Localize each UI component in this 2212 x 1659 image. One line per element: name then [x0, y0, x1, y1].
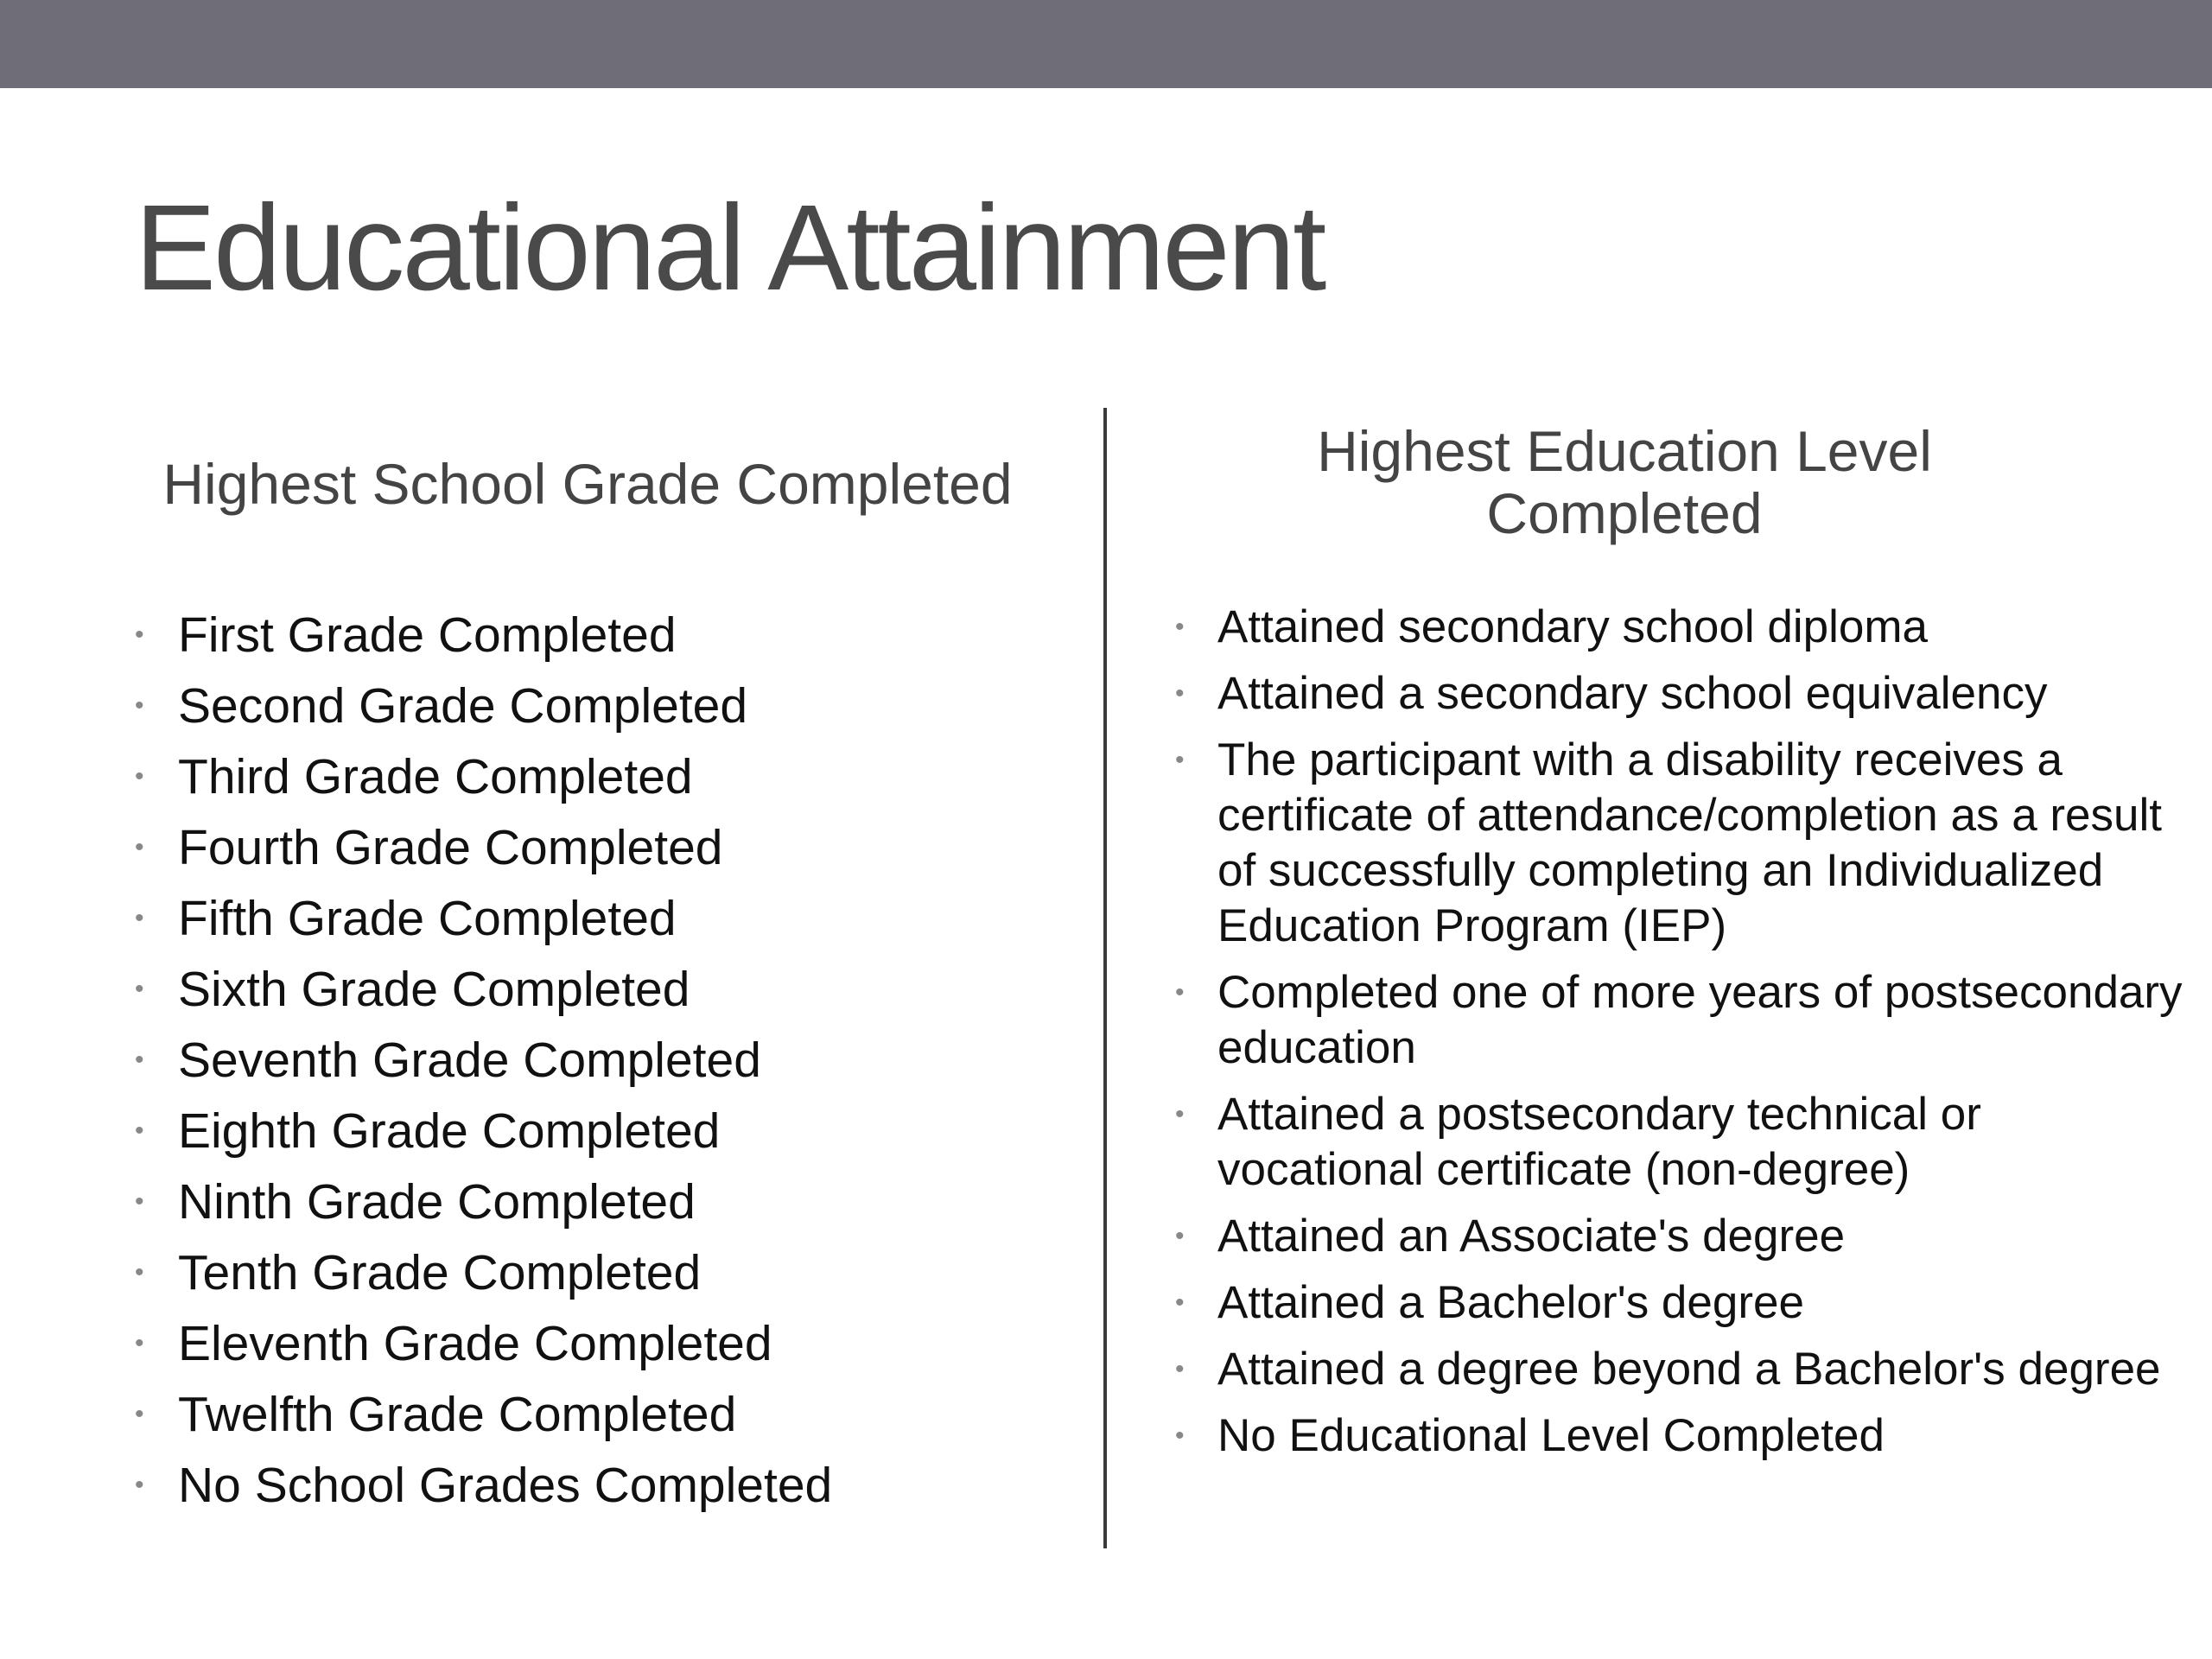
bullet-icon: • [1175, 1288, 1185, 1317]
column-divider [1103, 408, 1107, 1548]
bullet-icon: • [135, 1400, 144, 1428]
list-item-text: Sixth Grade Completed [178, 962, 690, 1017]
list-item-text: Ninth Grade Completed [178, 1174, 696, 1230]
bullet-icon: • [135, 904, 144, 932]
list-item-text: Twelfth Grade Completed [178, 1387, 737, 1442]
list-item-text: Attained an Associate's degree [1217, 1211, 1846, 1262]
list-item [1170, 600, 2190, 655]
list-item [130, 1096, 1063, 1166]
list-item [130, 812, 1063, 883]
list-item [130, 883, 1063, 954]
list-item [130, 1237, 1063, 1308]
bullet-icon: • [135, 620, 144, 649]
education-level-list [1170, 600, 2190, 1475]
list-item-text: Eleventh Grade Completed [178, 1316, 772, 1371]
list-item [1170, 1087, 2190, 1198]
list-item-text: Attained a secondary school equivalency [1217, 668, 2048, 719]
top-bar [0, 0, 2212, 88]
bullet-icon: • [1175, 1421, 1185, 1450]
bullet-icon: • [1175, 978, 1185, 1007]
list-item-text: Tenth Grade Completed [178, 1245, 702, 1300]
list-item-text: Attained a postsecondary technical or vocational certificate (non-degree) [1217, 1089, 1981, 1195]
list-item-text: First Grade Completed [178, 607, 677, 663]
list-item [130, 741, 1063, 812]
bullet-icon: • [135, 762, 144, 791]
bullet-icon: • [1175, 613, 1185, 641]
list-item [1170, 965, 2190, 1076]
bullet-icon: • [135, 833, 144, 861]
list-item-text: Attained a Bachelor's degree [1217, 1277, 1804, 1328]
bullet-icon: • [1175, 1355, 1185, 1383]
list-item-text: Second Grade Completed [178, 678, 748, 734]
bullet-icon: • [1175, 746, 1185, 774]
slide-title: Educational Attainment [135, 179, 1325, 315]
bullet-icon: • [1175, 1222, 1185, 1250]
list-item-text: No Educational Level Completed [1217, 1410, 1885, 1461]
right-column-heading: Highest Education Level Completed [1317, 419, 1932, 545]
school-grade-list [130, 600, 1063, 1521]
list-item [130, 1308, 1063, 1379]
list-item-text: Eighth Grade Completed [178, 1103, 721, 1159]
list-item-text: Attained secondary school diploma [1217, 601, 1928, 652]
bullet-icon: • [135, 1471, 144, 1499]
left-column-heading: Highest School Grade Completed [162, 452, 1013, 516]
list-item [1170, 666, 2190, 721]
list-item [130, 1166, 1063, 1237]
list-item-text: No School Grades Completed [178, 1458, 833, 1513]
list-item [130, 1450, 1063, 1521]
list-item-text: Fifth Grade Completed [178, 891, 677, 946]
list-item [1170, 1408, 2190, 1464]
bullet-icon: • [135, 1329, 144, 1357]
bullet-icon: • [135, 691, 144, 720]
bullet-icon: • [1175, 1100, 1185, 1128]
list-item [1170, 1275, 2190, 1331]
bullet-icon: • [135, 1116, 144, 1145]
list-item [130, 954, 1063, 1025]
bullet-icon: • [135, 1258, 144, 1287]
bullet-icon: • [135, 1046, 144, 1074]
list-item-text: Third Grade Completed [178, 749, 693, 804]
list-item-text: Attained a degree beyond a Bachelor's degree [1217, 1344, 2161, 1395]
bullet-icon: • [1175, 679, 1185, 708]
list-item [130, 600, 1063, 671]
list-item-text: Fourth Grade Completed [178, 820, 723, 875]
list-item [130, 1379, 1063, 1450]
list-item [1170, 1209, 2190, 1264]
list-item [1170, 733, 2190, 954]
bullet-icon: • [135, 975, 144, 1003]
list-item [130, 1025, 1063, 1096]
list-item-text: Completed one of more years of postsecondary education [1217, 967, 2183, 1073]
list-item-text: Seventh Grade Completed [178, 1033, 761, 1088]
list-item-text: The participant with a disability receives a certificate of attendance/completion as a result of successfully completing an Individualized Education Program (IEP) [1217, 734, 2162, 951]
list-item [1170, 1342, 2190, 1397]
list-item [130, 671, 1063, 741]
bullet-icon: • [135, 1187, 144, 1216]
